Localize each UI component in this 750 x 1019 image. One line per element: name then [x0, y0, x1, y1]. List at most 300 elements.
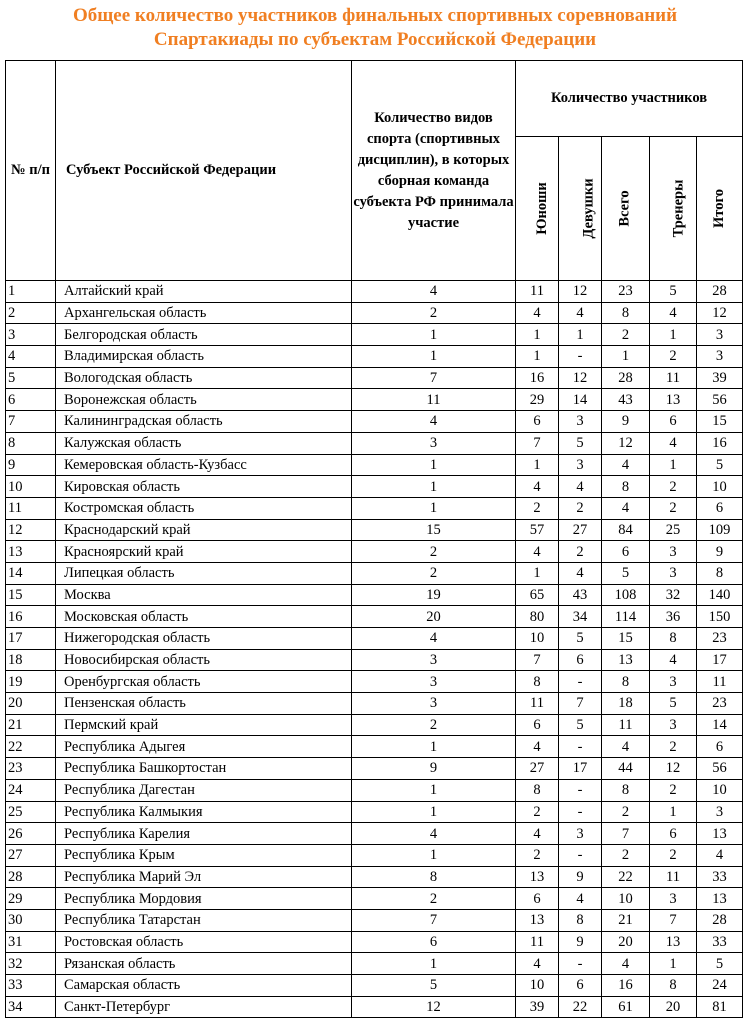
coaches-count: 5	[650, 281, 697, 303]
total-count: 5	[602, 562, 650, 584]
table-row	[6, 389, 743, 411]
table-row	[6, 476, 743, 498]
region-name: Кемеровская область-Кузбасс	[56, 454, 352, 476]
row-number: 22	[6, 736, 56, 758]
grand-total: 10	[697, 779, 743, 801]
title-line-1: Общее количество участников финальных спортивных соревнований	[72, 5, 678, 26]
coaches-count: 3	[650, 714, 697, 736]
table-row	[6, 628, 743, 650]
total-count: 28	[602, 367, 650, 389]
boys-count: 39	[516, 996, 559, 1018]
region-name: Московская область	[56, 606, 352, 628]
girls-count: 6	[559, 649, 602, 671]
total-count: 13	[602, 649, 650, 671]
coaches-count: 13	[650, 931, 697, 953]
grand-total: 33	[697, 866, 743, 888]
boys-count: 4	[516, 953, 559, 975]
girls-count: 4	[559, 888, 602, 910]
total-count: 2	[602, 801, 650, 823]
total-count: 84	[602, 519, 650, 541]
total-count: 7	[602, 823, 650, 845]
coaches-count: 2	[650, 736, 697, 758]
sports-count: 9	[352, 758, 516, 780]
boys-count: 11	[516, 693, 559, 715]
coaches-count: 7	[650, 909, 697, 931]
region-name: Липецкая область	[56, 562, 352, 584]
row-number: 13	[6, 541, 56, 563]
header-girls-label: Девушки	[580, 178, 597, 239]
row-number: 12	[6, 519, 56, 541]
region-name: Нижегородская область	[56, 628, 352, 650]
row-number: 14	[6, 562, 56, 584]
grand-total: 81	[697, 996, 743, 1018]
girls-count: 6	[559, 975, 602, 997]
sports-count: 11	[352, 389, 516, 411]
row-number: 10	[6, 476, 56, 498]
sports-count: 8	[352, 866, 516, 888]
table-row	[6, 931, 743, 953]
coaches-count: 4	[650, 649, 697, 671]
boys-count: 4	[516, 736, 559, 758]
grand-total: 6	[697, 736, 743, 758]
sports-count: 20	[352, 606, 516, 628]
sports-count: 1	[352, 953, 516, 975]
sports-count: 4	[352, 628, 516, 650]
girls-count: 8	[559, 909, 602, 931]
sports-count: 5	[352, 975, 516, 997]
region-name: Калужская область	[56, 432, 352, 454]
row-number: 31	[6, 931, 56, 953]
sports-count: 2	[352, 541, 516, 563]
total-count: 108	[602, 584, 650, 606]
coaches-count: 3	[650, 562, 697, 584]
sports-count: 3	[352, 671, 516, 693]
girls-count: 4	[559, 302, 602, 324]
boys-count: 2	[516, 844, 559, 866]
total-count: 8	[602, 671, 650, 693]
coaches-count: 3	[650, 671, 697, 693]
girls-count: 5	[559, 714, 602, 736]
table-row	[6, 909, 743, 931]
boys-count: 1	[516, 562, 559, 584]
grand-total: 28	[697, 281, 743, 303]
total-count: 18	[602, 693, 650, 715]
sports-count: 1	[352, 324, 516, 346]
row-number: 27	[6, 844, 56, 866]
row-number: 33	[6, 975, 56, 997]
girls-count: 3	[559, 823, 602, 845]
total-count: 10	[602, 888, 650, 910]
region-name: Пермский край	[56, 714, 352, 736]
table-row	[6, 758, 743, 780]
row-number: 18	[6, 649, 56, 671]
table-row	[6, 996, 743, 1018]
table-row	[6, 693, 743, 715]
boys-count: 65	[516, 584, 559, 606]
row-number: 4	[6, 346, 56, 368]
row-number: 15	[6, 584, 56, 606]
sports-count: 1	[352, 801, 516, 823]
row-number: 25	[6, 801, 56, 823]
header-boys-label: Юноши	[533, 182, 550, 235]
girls-count: -	[559, 844, 602, 866]
sports-count: 1	[352, 497, 516, 519]
grand-total: 17	[697, 649, 743, 671]
sports-count: 3	[352, 649, 516, 671]
coaches-count: 2	[650, 844, 697, 866]
row-number: 16	[6, 606, 56, 628]
sports-count: 2	[352, 714, 516, 736]
table-row	[6, 281, 743, 303]
region-name: Республика Карелия	[56, 823, 352, 845]
region-name: Москва	[56, 584, 352, 606]
row-number: 26	[6, 823, 56, 845]
grand-total: 3	[697, 801, 743, 823]
table-row	[6, 736, 743, 758]
boys-count: 7	[516, 649, 559, 671]
total-count: 44	[602, 758, 650, 780]
header-total	[602, 137, 650, 281]
sports-count: 1	[352, 844, 516, 866]
boys-count: 8	[516, 671, 559, 693]
total-count: 61	[602, 996, 650, 1018]
header-grand-total-label: Итого	[711, 189, 727, 228]
region-name: Архангельская область	[56, 302, 352, 324]
coaches-count: 2	[650, 779, 697, 801]
region-name: Белгородская область	[56, 324, 352, 346]
region-name: Самарская область	[56, 975, 352, 997]
sports-count: 6	[352, 931, 516, 953]
header-boys	[516, 137, 559, 281]
title-line-2: Спартакиады по субъектам Российской Федерации	[153, 29, 597, 50]
girls-count: 14	[559, 389, 602, 411]
header-region: Субъект Российской Федерации	[56, 61, 352, 281]
girls-count: 34	[559, 606, 602, 628]
girls-count: 43	[559, 584, 602, 606]
total-count: 6	[602, 541, 650, 563]
row-number: 9	[6, 454, 56, 476]
grand-total: 12	[697, 302, 743, 324]
boys-count: 6	[516, 888, 559, 910]
sports-count: 1	[352, 736, 516, 758]
total-count: 9	[602, 411, 650, 433]
region-name: Республика Дагестан	[56, 779, 352, 801]
boys-count: 4	[516, 302, 559, 324]
row-number: 29	[6, 888, 56, 910]
boys-count: 1	[516, 346, 559, 368]
table-row	[6, 649, 743, 671]
row-number: 11	[6, 497, 56, 519]
girls-count: 12	[559, 281, 602, 303]
sports-count: 7	[352, 367, 516, 389]
boys-count: 16	[516, 367, 559, 389]
coaches-count: 1	[650, 454, 697, 476]
header-num: № п/п	[6, 61, 56, 281]
header-total-label: Всего	[616, 190, 633, 227]
coaches-count: 13	[650, 389, 697, 411]
sports-count: 3	[352, 432, 516, 454]
coaches-count: 20	[650, 996, 697, 1018]
grand-total: 3	[697, 324, 743, 346]
coaches-count: 2	[650, 497, 697, 519]
region-name: Республика Марий Эл	[56, 866, 352, 888]
girls-count: 27	[559, 519, 602, 541]
boys-count: 4	[516, 823, 559, 845]
total-count: 12	[602, 432, 650, 454]
row-number: 1	[6, 281, 56, 303]
table-body	[6, 281, 743, 1018]
total-count: 4	[602, 497, 650, 519]
region-name: Кировская область	[56, 476, 352, 498]
region-name: Оренбургская область	[56, 671, 352, 693]
grand-total: 23	[697, 693, 743, 715]
row-number: 32	[6, 953, 56, 975]
coaches-count: 6	[650, 411, 697, 433]
grand-total: 4	[697, 844, 743, 866]
total-count: 114	[602, 606, 650, 628]
row-number: 21	[6, 714, 56, 736]
boys-count: 29	[516, 389, 559, 411]
girls-count: -	[559, 953, 602, 975]
table-row	[6, 606, 743, 628]
coaches-count: 11	[650, 367, 697, 389]
boys-count: 10	[516, 975, 559, 997]
region-name: Владимирская область	[56, 346, 352, 368]
girls-count: 5	[559, 432, 602, 454]
coaches-count: 4	[650, 432, 697, 454]
grand-total: 15	[697, 411, 743, 433]
boys-count: 1	[516, 324, 559, 346]
sports-count: 12	[352, 996, 516, 1018]
row-number: 24	[6, 779, 56, 801]
table-row	[6, 519, 743, 541]
region-name: Санкт-Петербург	[56, 996, 352, 1018]
grand-total: 8	[697, 562, 743, 584]
boys-count: 6	[516, 714, 559, 736]
table-row	[6, 541, 743, 563]
coaches-count: 1	[650, 801, 697, 823]
table-row	[6, 302, 743, 324]
table-row	[6, 801, 743, 823]
region-name: Калининградская область	[56, 411, 352, 433]
total-count: 15	[602, 628, 650, 650]
girls-count: 2	[559, 497, 602, 519]
region-name: Республика Калмыкия	[56, 801, 352, 823]
grand-total: 56	[697, 758, 743, 780]
table-row	[6, 584, 743, 606]
header-coaches-label: Тренеры	[670, 179, 687, 238]
sports-count: 1	[352, 476, 516, 498]
row-number: 5	[6, 367, 56, 389]
table-row	[6, 953, 743, 975]
region-name: Красноярский край	[56, 541, 352, 563]
girls-count: 1	[559, 324, 602, 346]
girls-count: 2	[559, 541, 602, 563]
girls-count: -	[559, 801, 602, 823]
total-count: 8	[602, 476, 650, 498]
table-row	[6, 497, 743, 519]
table-row	[6, 844, 743, 866]
grand-total: 140	[697, 584, 743, 606]
girls-count: 17	[559, 758, 602, 780]
girls-count: -	[559, 346, 602, 368]
grand-total: 13	[697, 888, 743, 910]
total-count: 22	[602, 866, 650, 888]
coaches-count: 2	[650, 346, 697, 368]
coaches-count: 4	[650, 302, 697, 324]
total-count: 2	[602, 324, 650, 346]
sports-count: 4	[352, 411, 516, 433]
grand-total: 39	[697, 367, 743, 389]
sports-count: 1	[352, 454, 516, 476]
sports-count: 2	[352, 302, 516, 324]
grand-total: 10	[697, 476, 743, 498]
region-name: Алтайский край	[56, 281, 352, 303]
boys-count: 4	[516, 541, 559, 563]
coaches-count: 36	[650, 606, 697, 628]
grand-total: 5	[697, 953, 743, 975]
table-row	[6, 454, 743, 476]
page-title	[0, 4, 750, 52]
row-number: 23	[6, 758, 56, 780]
coaches-count: 6	[650, 823, 697, 845]
table-row	[6, 346, 743, 368]
coaches-count: 11	[650, 866, 697, 888]
header-sports-count: Количество видов спорта (спортивных дисциплин), в которых сборная команда субъекта РФ принимала участие	[352, 61, 516, 281]
girls-count: 7	[559, 693, 602, 715]
boys-count: 8	[516, 779, 559, 801]
boys-count: 2	[516, 801, 559, 823]
boys-count: 7	[516, 432, 559, 454]
boys-count: 4	[516, 476, 559, 498]
region-name: Воронежская область	[56, 389, 352, 411]
coaches-count: 8	[650, 975, 697, 997]
grand-total: 150	[697, 606, 743, 628]
table-row	[6, 671, 743, 693]
row-number: 8	[6, 432, 56, 454]
total-count: 16	[602, 975, 650, 997]
sports-count: 1	[352, 779, 516, 801]
grand-total: 109	[697, 519, 743, 541]
grand-total: 24	[697, 975, 743, 997]
total-count: 23	[602, 281, 650, 303]
grand-total: 6	[697, 497, 743, 519]
coaches-count: 12	[650, 758, 697, 780]
region-name: Новосибирская область	[56, 649, 352, 671]
sports-count: 2	[352, 562, 516, 584]
row-number: 3	[6, 324, 56, 346]
table-row	[6, 779, 743, 801]
girls-count: 12	[559, 367, 602, 389]
header-participants: Количество участников	[516, 61, 743, 137]
boys-count: 11	[516, 281, 559, 303]
boys-count: 11	[516, 931, 559, 953]
girls-count: -	[559, 736, 602, 758]
region-name: Республика Башкортостан	[56, 758, 352, 780]
total-count: 11	[602, 714, 650, 736]
grand-total: 56	[697, 389, 743, 411]
boys-count: 2	[516, 497, 559, 519]
table-row	[6, 975, 743, 997]
region-name: Республика Адыгея	[56, 736, 352, 758]
sports-count: 2	[352, 888, 516, 910]
girls-count: 5	[559, 628, 602, 650]
region-name: Республика Татарстан	[56, 909, 352, 931]
boys-count: 27	[516, 758, 559, 780]
sports-count: 7	[352, 909, 516, 931]
total-count: 1	[602, 346, 650, 368]
girls-count: 22	[559, 996, 602, 1018]
girls-count: 4	[559, 562, 602, 584]
boys-count: 6	[516, 411, 559, 433]
region-name: Вологодская область	[56, 367, 352, 389]
region-name: Республика Мордовия	[56, 888, 352, 910]
girls-count: 9	[559, 866, 602, 888]
row-number: 6	[6, 389, 56, 411]
total-count: 43	[602, 389, 650, 411]
sports-count: 1	[352, 346, 516, 368]
boys-count: 80	[516, 606, 559, 628]
girls-count: 3	[559, 411, 602, 433]
coaches-count: 32	[650, 584, 697, 606]
total-count: 8	[602, 779, 650, 801]
sports-count: 3	[352, 693, 516, 715]
row-number: 17	[6, 628, 56, 650]
boys-count: 13	[516, 909, 559, 931]
grand-total: 33	[697, 931, 743, 953]
table-row	[6, 411, 743, 433]
coaches-count: 3	[650, 541, 697, 563]
table-row	[6, 562, 743, 584]
boys-count: 10	[516, 628, 559, 650]
grand-total: 16	[697, 432, 743, 454]
boys-count: 57	[516, 519, 559, 541]
coaches-count: 2	[650, 476, 697, 498]
coaches-count: 1	[650, 953, 697, 975]
region-name: Костромская область	[56, 497, 352, 519]
participants-table	[5, 60, 743, 1018]
girls-count: 3	[559, 454, 602, 476]
total-count: 2	[602, 844, 650, 866]
girls-count: -	[559, 779, 602, 801]
region-name: Республика Крым	[56, 844, 352, 866]
table-row	[6, 432, 743, 454]
grand-total: 28	[697, 909, 743, 931]
grand-total: 14	[697, 714, 743, 736]
sports-count: 4	[352, 823, 516, 845]
girls-count: 4	[559, 476, 602, 498]
row-number: 34	[6, 996, 56, 1018]
sports-count: 15	[352, 519, 516, 541]
coaches-count: 8	[650, 628, 697, 650]
row-number: 2	[6, 302, 56, 324]
row-number: 20	[6, 693, 56, 715]
coaches-count: 5	[650, 693, 697, 715]
table-row	[6, 866, 743, 888]
row-number: 7	[6, 411, 56, 433]
table-row	[6, 324, 743, 346]
grand-total: 3	[697, 346, 743, 368]
coaches-count: 25	[650, 519, 697, 541]
girls-count: 9	[559, 931, 602, 953]
table-row	[6, 823, 743, 845]
total-count: 4	[602, 454, 650, 476]
grand-total: 23	[697, 628, 743, 650]
table-row	[6, 714, 743, 736]
header-coaches	[650, 137, 697, 281]
region-name: Рязанская область	[56, 953, 352, 975]
coaches-count: 3	[650, 888, 697, 910]
